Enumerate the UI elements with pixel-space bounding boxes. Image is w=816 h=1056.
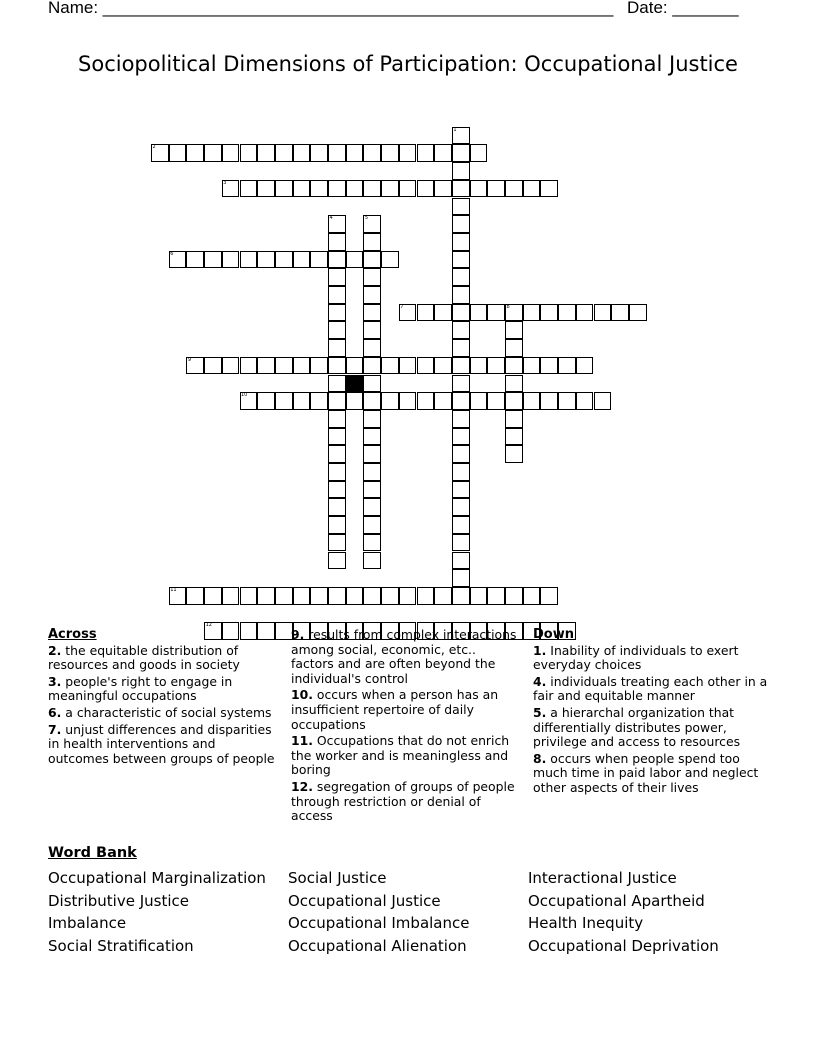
crossword-cell[interactable]: [505, 180, 523, 198]
crossword-cell[interactable]: [558, 357, 576, 375]
crossword-cell[interactable]: [310, 357, 328, 375]
crossword-cell[interactable]: [310, 144, 328, 162]
crossword-cell[interactable]: [452, 463, 470, 481]
crossword-cell[interactable]: [594, 392, 612, 410]
crossword-cell[interactable]: [222, 587, 240, 605]
crossword-cell[interactable]: [186, 144, 204, 162]
crossword-cell[interactable]: [470, 144, 488, 162]
crossword-cell[interactable]: [328, 587, 346, 605]
word-bank-item: Occupational Alienation: [288, 937, 467, 956]
crossword-cell[interactable]: [204, 144, 222, 162]
name-field-label: Name: ______________________________________________________: [48, 0, 614, 17]
crossword-cell[interactable]: [452, 162, 470, 180]
crossword-cell[interactable]: [240, 251, 258, 269]
crossword-cell[interactable]: [363, 516, 381, 534]
crossword-cell[interactable]: [417, 144, 435, 162]
clue-across-10: 10. occurs when a person has an insufficient repertoire of daily occupations: [291, 687, 499, 732]
crossword-cell[interactable]: [328, 304, 346, 322]
crossword-cell[interactable]: [293, 357, 311, 375]
crossword-cell[interactable]: [363, 268, 381, 286]
word-bank-item: Occupational Marginalization: [48, 869, 266, 887]
crossword-cell[interactable]: [346, 144, 364, 162]
crossword-cell[interactable]: [363, 251, 381, 269]
crossword-cell[interactable]: [293, 180, 311, 198]
across-clues-col1: [48, 628, 276, 768]
word-bank-col1: [48, 867, 266, 958]
crossword-cell[interactable]: [328, 286, 346, 304]
crossword-cell[interactable]: [346, 251, 364, 269]
clue-across-9: 9. results from complex interactions among social, economic, etc.. factors and are often beyond the individual's control: [291, 627, 517, 686]
crossword-cell[interactable]: [293, 392, 311, 410]
crossword-cell[interactable]: [204, 587, 222, 605]
crossword-cell[interactable]: [399, 144, 417, 162]
clue-number-label: 3: [223, 179, 227, 186]
crossword-cell[interactable]: [222, 251, 240, 269]
crossword-cell[interactable]: [452, 534, 470, 552]
crossword-cell[interactable]: [452, 428, 470, 446]
crossword-cell[interactable]: [505, 587, 523, 605]
clue-across-3: 3. people's right to engage in meaningful occupations: [48, 673, 233, 704]
crossword-cell[interactable]: [275, 622, 293, 640]
crossword-cell[interactable]: [363, 498, 381, 516]
crossword-cell[interactable]: [346, 587, 364, 605]
crossword-cell[interactable]: [363, 375, 381, 393]
crossword-cell[interactable]: [257, 251, 275, 269]
crossword-cell[interactable]: [434, 587, 452, 605]
crossword-cell[interactable]: [328, 339, 346, 357]
clue-across-11: 11. Occupations that do not enrich the worker and is meaningless and boring: [291, 733, 510, 778]
word-bank-item: Occupational Justice: [288, 891, 441, 910]
word-bank-item: Occupational Imbalance: [288, 914, 470, 933]
crossword-cell[interactable]: [381, 251, 399, 269]
crossword-cell[interactable]: [363, 304, 381, 322]
crossword-cell[interactable]: [629, 304, 647, 322]
crossword-cell[interactable]: [363, 286, 381, 304]
clue-number-label: 11: [170, 586, 177, 593]
page-title: Sociopolitical Dimensions of Participation: Occupational Justice: [78, 52, 738, 76]
clue-number-label: 1: [453, 126, 457, 133]
crossword-cell[interactable]: [240, 180, 258, 198]
crossword-cell[interactable]: [328, 321, 346, 339]
crossword-cell[interactable]: [204, 251, 222, 269]
crossword-cell[interactable]: [452, 321, 470, 339]
crossword-cell[interactable]: [363, 410, 381, 428]
crossword-cell[interactable]: [540, 587, 558, 605]
crossword-cell[interactable]: [434, 144, 452, 162]
crossword-cell[interactable]: [328, 481, 346, 499]
crossword-cell[interactable]: [452, 498, 470, 516]
crossword-cell[interactable]: [452, 410, 470, 428]
clue-number-label: 5: [364, 215, 369, 222]
word-bank-heading: Word Bank: [48, 845, 137, 861]
crossword-cell[interactable]: [452, 286, 470, 304]
crossword-cell[interactable]: [558, 392, 576, 410]
crossword-cell[interactable]: [505, 392, 523, 410]
crossword-cell[interactable]: [417, 357, 435, 375]
crossword-cell[interactable]: [381, 587, 399, 605]
clue-down-4: 4. individuals treating each other in a fair and equitable manner: [533, 673, 768, 704]
crossword-cell[interactable]: [452, 215, 470, 233]
crossword-cell[interactable]: [505, 375, 523, 393]
crossword-cell[interactable]: [576, 357, 594, 375]
crossword-block-cell: [346, 375, 364, 393]
clue-across-6: 6. a characteristic of social systems: [48, 704, 272, 720]
crossword-cell[interactable]: [452, 268, 470, 286]
crossword-cell[interactable]: [558, 304, 576, 322]
crossword-cell[interactable]: [505, 410, 523, 428]
word-bank-item: Occupational Apartheid: [528, 891, 705, 910]
crossword-cell[interactable]: [328, 498, 346, 516]
crossword-cell[interactable]: [328, 180, 346, 198]
clue-number-label: 12: [205, 622, 212, 629]
crossword-cell[interactable]: [275, 251, 293, 269]
down-heading: Down: [533, 627, 574, 642]
crossword-cell[interactable]: [293, 587, 311, 605]
crossword-cell[interactable]: [417, 587, 435, 605]
clue-down-1: 1. Inability of individuals to exert everyday choices: [533, 642, 739, 673]
crossword-cell[interactable]: [363, 339, 381, 357]
crossword-cell[interactable]: [487, 180, 505, 198]
word-bank-item: Social Justice: [288, 869, 387, 887]
crossword-cell[interactable]: [363, 552, 381, 570]
crossword-cell[interactable]: [381, 357, 399, 375]
crossword-cell[interactable]: [434, 357, 452, 375]
crossword-cell[interactable]: [363, 321, 381, 339]
crossword-cell[interactable]: [346, 357, 364, 375]
crossword-cell[interactable]: [505, 357, 523, 375]
word-bank-item: Occupational Deprivation: [528, 937, 719, 956]
crossword-cell[interactable]: [186, 587, 204, 605]
crossword-cell[interactable]: [576, 392, 594, 410]
crossword-cell[interactable]: [576, 304, 594, 322]
date-field-label: Date: _______: [627, 0, 739, 17]
crossword-cell[interactable]: [275, 587, 293, 605]
crossword-cell[interactable]: [346, 180, 364, 198]
across-clues-col2: [291, 628, 521, 826]
clue-number-label: 7: [400, 303, 404, 310]
crossword-cell[interactable]: [204, 357, 222, 375]
crossword-cell[interactable]: [275, 144, 293, 162]
crossword-cell[interactable]: [452, 569, 470, 587]
clue-number-label: 6: [170, 250, 174, 257]
crossword-cell[interactable]: [523, 392, 541, 410]
clue-number-label: 2: [152, 144, 156, 151]
crossword-cell[interactable]: [540, 304, 558, 322]
crossword-cell[interactable]: [328, 410, 346, 428]
crossword-cell[interactable]: [434, 304, 452, 322]
crossword-cell[interactable]: [399, 357, 417, 375]
clue-number-label: 4: [329, 215, 333, 222]
crossword-cell[interactable]: [470, 304, 488, 322]
word-bank-col3: [528, 867, 719, 958]
word-bank-item: Social Stratification: [48, 937, 194, 956]
crossword-cell[interactable]: [417, 304, 435, 322]
crossword-cell[interactable]: [293, 144, 311, 162]
clue-across-2: 2. the equitable distribution of resources and goods in society: [48, 642, 240, 673]
crossword-cell[interactable]: [257, 392, 275, 410]
crossword-cell[interactable]: [363, 534, 381, 552]
crossword-cell[interactable]: [417, 180, 435, 198]
crossword-cell[interactable]: [381, 180, 399, 198]
crossword-cell[interactable]: [240, 357, 258, 375]
crossword-cell[interactable]: [328, 375, 346, 393]
crossword-cell[interactable]: [452, 392, 470, 410]
crossword-cell[interactable]: [186, 251, 204, 269]
crossword-cell[interactable]: [470, 357, 488, 375]
crossword-cell[interactable]: [363, 392, 381, 410]
crossword-cell[interactable]: [452, 180, 470, 198]
crossword-cell[interactable]: [363, 144, 381, 162]
crossword-cell[interactable]: [470, 587, 488, 605]
crossword-cell[interactable]: [328, 516, 346, 534]
crossword-cell[interactable]: [363, 233, 381, 251]
clue-number-label: 8: [506, 303, 510, 310]
clue-across-12: 12. segregation of groups of people through restriction or denial of access: [291, 778, 515, 824]
crossword-cell[interactable]: [452, 304, 470, 322]
crossword-cell[interactable]: [257, 587, 275, 605]
crossword-cell[interactable]: [328, 552, 346, 570]
crossword-cell[interactable]: [487, 392, 505, 410]
crossword-cell[interactable]: [381, 144, 399, 162]
crossword-cell[interactable]: [452, 481, 470, 499]
crossword-cell[interactable]: [470, 180, 488, 198]
crossword-cell[interactable]: [452, 375, 470, 393]
crossword-cell[interactable]: [399, 587, 417, 605]
crossword-cell[interactable]: [328, 357, 346, 375]
crossword-cell[interactable]: [381, 392, 399, 410]
crossword-cell[interactable]: [222, 357, 240, 375]
crossword-cell[interactable]: [328, 268, 346, 286]
crossword-cell[interactable]: [328, 233, 346, 251]
crossword-cell[interactable]: [310, 180, 328, 198]
clue-down-5: 5. a hierarchal organization that differentially distributes power, privilege and access to resources: [533, 704, 741, 750]
crossword-cell[interactable]: [257, 180, 275, 198]
crossword-cell[interactable]: [363, 463, 381, 481]
crossword-cell[interactable]: [363, 445, 381, 463]
crossword-cell[interactable]: [452, 445, 470, 463]
crossword-cell[interactable]: [523, 357, 541, 375]
clue-down-8: 8. occurs when people spend too much time in paid labor and neglect other aspects of their lives: [533, 750, 759, 795]
crossword-cell[interactable]: [523, 304, 541, 322]
crossword-cell[interactable]: [363, 357, 381, 375]
crossword-cell[interactable]: [399, 392, 417, 410]
crossword-cell[interactable]: [470, 392, 488, 410]
crossword-cell[interactable]: [594, 304, 612, 322]
crossword-cell[interactable]: [452, 144, 470, 162]
crossword-cell[interactable]: [328, 144, 346, 162]
crossword-cell[interactable]: [505, 445, 523, 463]
crossword-cell[interactable]: [275, 357, 293, 375]
across-heading: Across: [48, 627, 97, 642]
clue-number-label: 10: [241, 392, 248, 399]
crossword-cell[interactable]: [487, 304, 505, 322]
crossword-cell[interactable]: [222, 144, 240, 162]
crossword-cell[interactable]: [310, 587, 328, 605]
crossword-cell[interactable]: [328, 392, 346, 410]
crossword-cell[interactable]: [328, 251, 346, 269]
crossword-cell[interactable]: [363, 481, 381, 499]
crossword-cell[interactable]: [240, 587, 258, 605]
crossword-cell[interactable]: [293, 251, 311, 269]
crossword-cell[interactable]: [487, 357, 505, 375]
crossword-cell[interactable]: [487, 587, 505, 605]
crossword-cell[interactable]: [275, 392, 293, 410]
crossword-cell[interactable]: [346, 392, 364, 410]
crossword-cell[interactable]: [257, 144, 275, 162]
crossword-cell[interactable]: [434, 392, 452, 410]
crossword-cell[interactable]: [452, 198, 470, 216]
crossword-cell[interactable]: [523, 180, 541, 198]
crossword-cell[interactable]: [328, 463, 346, 481]
crossword-cell[interactable]: [452, 233, 470, 251]
word-bank-item: Imbalance: [48, 914, 127, 933]
crossword-cell[interactable]: [452, 516, 470, 534]
crossword-cell[interactable]: [328, 445, 346, 463]
word-bank-item: Interactional Justice: [528, 869, 677, 887]
crossword-cell[interactable]: [434, 180, 452, 198]
crossword-cell[interactable]: [363, 180, 381, 198]
crossword-cell[interactable]: [452, 357, 470, 375]
crossword-cell[interactable]: [328, 428, 346, 446]
word-bank-item: Distributive Justice: [48, 891, 189, 910]
crossword-cell[interactable]: [505, 321, 523, 339]
crossword-cell[interactable]: [505, 339, 523, 357]
crossword-cell[interactable]: [540, 357, 558, 375]
crossword-cell[interactable]: [505, 428, 523, 446]
crossword-cell[interactable]: [169, 144, 187, 162]
down-clues: [533, 628, 773, 798]
crossword-cell[interactable]: [540, 392, 558, 410]
crossword-cell[interactable]: [523, 587, 541, 605]
word-bank-item: Health Inequity: [528, 914, 644, 933]
crossword-cell[interactable]: [275, 180, 293, 198]
crossword-cell[interactable]: [452, 552, 470, 570]
crossword-cell[interactable]: [452, 339, 470, 357]
crossword-cell[interactable]: [240, 144, 258, 162]
crossword-cell[interactable]: [257, 357, 275, 375]
crossword-cell[interactable]: [328, 534, 346, 552]
crossword-cell[interactable]: [417, 392, 435, 410]
crossword-cell[interactable]: [310, 251, 328, 269]
crossword-cell[interactable]: [399, 180, 417, 198]
clue-number-label: 9: [187, 356, 192, 363]
crossword-cell[interactable]: [452, 587, 470, 605]
crossword-cell[interactable]: [363, 587, 381, 605]
crossword-cell[interactable]: [611, 304, 629, 322]
crossword-cell[interactable]: [310, 392, 328, 410]
word-bank-col2: [288, 867, 469, 958]
crossword-cell[interactable]: [452, 251, 470, 269]
crossword-cell[interactable]: [540, 180, 558, 198]
clue-across-7: 7. unjust differences and disparities in health interventions and outcomes between groups of people: [48, 721, 275, 766]
crossword-cell[interactable]: [363, 428, 381, 446]
